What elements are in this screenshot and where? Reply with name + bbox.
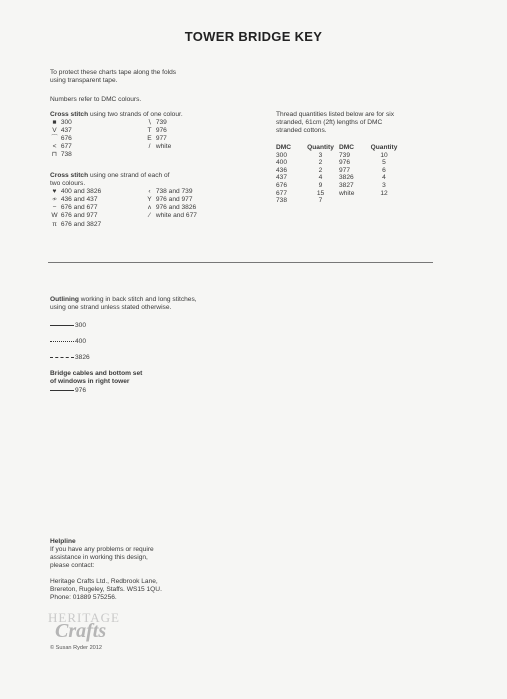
cross-two-col1 — [50, 188, 101, 228]
helpline-line: If you have any problems or require — [50, 546, 154, 554]
cross-two-heading-line2: two colours. — [50, 180, 86, 188]
table-cell: 977 — [339, 166, 351, 174]
thread-note-line: Thread quantities listed below are for six — [276, 111, 395, 118]
key-entry — [145, 135, 171, 143]
dmc-value: 738 and 739 — [155, 188, 193, 196]
dmc-value: 3826 — [75, 354, 90, 361]
copyright: © Susan Ryder 2012 — [50, 645, 103, 651]
crafts-logo: Crafts — [55, 620, 107, 642]
stitch-symbol-icon: W — [51, 212, 58, 220]
dmc-value: 977 — [155, 135, 167, 143]
helpline-heading: Helpline — [50, 538, 76, 545]
cross-one-col2 — [145, 119, 171, 151]
dmc-value: 400 — [75, 338, 87, 345]
table-row — [276, 174, 403, 182]
outline-entry — [50, 387, 86, 395]
helpline-line: please contact: — [50, 562, 95, 570]
table-cell: 436 — [276, 166, 288, 174]
dmc-value: 676 and 977 — [60, 212, 98, 220]
key-entry — [50, 212, 101, 220]
table-cell: 3826 — [339, 174, 354, 182]
address-block — [50, 578, 162, 602]
dmc-value: 976 — [75, 387, 87, 394]
table-cell: 4 — [318, 174, 323, 182]
key-entry — [50, 188, 101, 196]
dmc-value: 738 — [60, 151, 72, 159]
dotted-line-icon — [50, 341, 74, 342]
dmc-value: white and 677 — [155, 212, 197, 220]
outline-entry — [50, 354, 90, 362]
key-entry — [50, 135, 72, 143]
stitch-symbol-icon: Y — [147, 196, 152, 204]
dashed-line-icon — [50, 357, 74, 358]
outlining-line2: using one strand unless stated otherwise. — [50, 304, 172, 312]
solid-line-icon — [50, 325, 74, 326]
stitch-symbol-icon: E — [147, 135, 152, 143]
table-row — [276, 167, 403, 175]
column-header: DMC — [339, 144, 355, 151]
table-row — [276, 152, 403, 160]
table-cell: 3827 — [339, 181, 354, 189]
quantity-table — [276, 144, 403, 205]
outline-entry — [50, 322, 86, 330]
thread-note-line: stranded, 61cm (2ft) lengths of DMC — [276, 119, 383, 127]
cross-one-heading-bold: Cross stitch — [50, 111, 89, 118]
cross-two-col2 — [145, 188, 197, 220]
cross-two-heading — [50, 172, 170, 180]
address-line: Phone: 01889 575256. — [50, 594, 117, 602]
key-entry — [145, 188, 197, 196]
intro-text — [50, 69, 176, 85]
key-entry — [50, 196, 101, 204]
cross-two-heading-rest: using one strand of each of — [88, 172, 170, 179]
stitch-symbol-icon: V — [52, 127, 57, 135]
address-line: Brereton, Rugeley, Staffs. WS15 1QU. — [50, 586, 162, 594]
helpline-line: assistance in working this design, — [50, 554, 148, 562]
key-entry — [50, 221, 101, 229]
stitch-symbol-icon: T — [147, 127, 152, 135]
table-cell: 9 — [318, 181, 323, 189]
bridge-heading-line: Bridge cables and bottom set — [50, 370, 143, 377]
table-cell: 2 — [318, 159, 323, 167]
table-row — [276, 197, 403, 205]
table-cell — [365, 197, 403, 205]
table-cell: 300 — [276, 151, 288, 159]
table-cell: white — [339, 189, 355, 197]
key-entry — [145, 119, 171, 127]
table-row — [276, 182, 403, 190]
stitch-symbol-icon: ∖ — [147, 119, 152, 127]
table-cell: 739 — [339, 151, 351, 159]
stitch-symbol-icon: ■ — [52, 119, 57, 127]
dmc-value: 976 and 3826 — [155, 204, 197, 212]
dmc-value: 739 — [155, 119, 167, 127]
page-title: TOWER BRIDGE KEY — [184, 29, 323, 44]
outlining-heading-rest: working in back stitch and long stitches, — [78, 296, 197, 303]
cross-one-heading-rest: using two strands of one colour. — [88, 111, 183, 118]
key-entry — [145, 127, 171, 135]
column-header: Quantity — [307, 144, 334, 151]
bridge-heading — [50, 370, 142, 386]
divider — [48, 262, 433, 263]
dmc-value: 676 and 677 — [60, 204, 98, 212]
key-entry — [145, 212, 197, 220]
stitch-symbol-icon: ⁄ — [148, 212, 151, 220]
dmc-note: Numbers refer to DMC colours. — [50, 96, 142, 103]
stitch-symbol-icon: / — [148, 143, 151, 151]
table-cell: 12 — [380, 189, 388, 197]
table-cell: 7 — [318, 197, 323, 205]
key-entry — [145, 143, 171, 151]
table-cell: 6 — [382, 166, 386, 174]
key-entry — [50, 119, 72, 127]
key-entry — [50, 151, 72, 159]
key-entry — [145, 204, 197, 212]
helpline-section — [50, 538, 154, 570]
stitch-symbol-icon: < — [52, 143, 57, 151]
outline-entry — [50, 338, 86, 346]
stitch-symbol-icon: − — [52, 204, 57, 212]
stitch-symbol-icon: ♥ — [52, 188, 57, 196]
dmc-value: 677 — [60, 143, 72, 151]
dmc-value: 976 and 977 — [155, 196, 193, 204]
cross-two-heading-bold: Cross stitch — [50, 172, 89, 179]
stitch-symbol-icon: ⊓ — [51, 151, 58, 159]
column-header: Quantity — [370, 144, 398, 151]
dmc-value: 676 — [60, 135, 72, 143]
cross-stitch-two-colour-section — [50, 172, 197, 230]
stitch-symbol-icon: ᴧ — [147, 204, 152, 212]
table-cell: 4 — [382, 174, 386, 182]
table-cell: 5 — [382, 159, 386, 167]
cross-one-col1 — [50, 119, 72, 159]
dmc-value: 436 and 437 — [60, 196, 98, 204]
bridge-heading-line: of windows in right tower — [50, 378, 130, 386]
table-cell: 3 — [318, 151, 323, 159]
table-cell: 676 — [276, 181, 288, 189]
address-line: Heritage Crafts Ltd., Redbrook Lane, — [50, 578, 158, 585]
dmc-value: 400 and 3826 — [60, 188, 102, 196]
table-cell: 3 — [382, 181, 386, 189]
dmc-value: 676 and 3827 — [60, 220, 102, 228]
key-entry — [50, 143, 72, 151]
dmc-value: 300 — [60, 119, 72, 127]
table-cell: 15 — [316, 189, 325, 197]
cross-stitch-one-colour-section — [50, 111, 183, 161]
table-header-row — [276, 144, 403, 152]
thread-note-line: stranded cottons. — [276, 127, 327, 135]
stitch-symbol-icon: ⌒ — [51, 135, 58, 143]
table-cell: 2 — [318, 166, 323, 174]
stitch-symbol-icon: ≁ — [51, 196, 58, 204]
cross-one-heading — [50, 111, 183, 119]
dmc-value: white — [155, 143, 172, 151]
table-row — [276, 190, 403, 198]
table-cell: 677 — [276, 189, 288, 197]
key-entry — [145, 196, 197, 204]
stitch-symbol-icon: π — [52, 220, 57, 228]
dmc-value: 300 — [75, 322, 87, 329]
table-row — [276, 159, 403, 167]
table-cell: 437 — [276, 174, 288, 182]
outlining-heading-bold: Outlining — [50, 296, 79, 303]
stitch-symbol-icon: ‹ — [148, 188, 151, 196]
intro-line: To protect these charts tape along the folds — [50, 69, 177, 76]
heritage-logo: HERITAGE — [48, 610, 120, 625]
table-cell: 400 — [276, 159, 288, 167]
column-header: DMC — [276, 144, 292, 151]
key-entry — [50, 204, 101, 212]
outlining-section — [50, 296, 197, 312]
dmc-value: 976 — [155, 127, 167, 135]
table-cell — [339, 197, 365, 205]
intro-line: using transparent tape. — [50, 77, 118, 85]
thread-note — [276, 111, 394, 135]
table-cell: 976 — [339, 159, 351, 167]
dmc-value: 437 — [60, 127, 72, 135]
table-cell: 10 — [380, 151, 388, 159]
solid-line-icon — [50, 390, 74, 391]
outlining-heading — [50, 296, 197, 304]
table-cell: 738 — [276, 197, 288, 205]
